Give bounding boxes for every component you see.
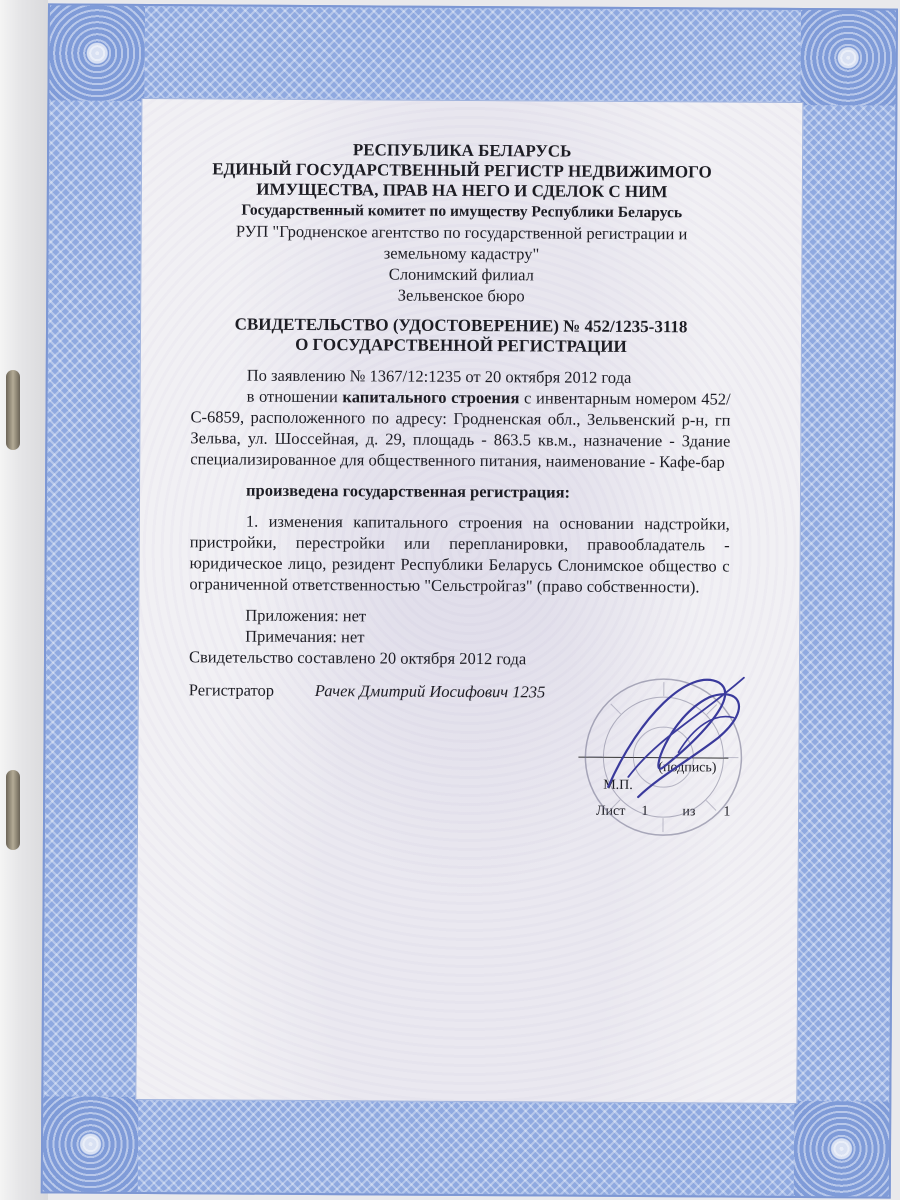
object-details: с инвентарным номером 452/С-6859, расположенного по адресу: Гродненская обл., Зельвенский р-н, гп Зельва, ул. Шоссейная, д. 29, площадь - 863.5 кв.м., назначение - Здание специализированное для общественного питания, наименование - Кафе-бар [190, 388, 731, 472]
certificate-body [135, 98, 803, 1104]
header-registry-line1: ЕДИНЫЙ ГОСУДАРСТВЕННЫЙ РЕГИСТР НЕДВИЖИМОГО [212, 159, 712, 182]
signature-caption: (подпись) [658, 760, 717, 776]
object-prefix: в отношении [246, 386, 343, 407]
header-country: РЕСПУБЛИКА БЕЛАРУСЬ [352, 140, 572, 161]
sheet-number: 1 [641, 804, 649, 820]
attachments-line: Приложения: нет [245, 605, 367, 626]
binder-ring [6, 770, 20, 850]
certificate-title: СВИДЕТЕЛЬСТВО (УДОСТОВЕРЕНИЕ) № 452/1235-3118 [234, 314, 688, 337]
registrar-name: Рачек Дмитрий Иосифович 1235 [314, 681, 546, 702]
header-bureau: Зельвенское бюро [397, 285, 525, 306]
header-registry-line2: ИМУЩЕСТВА, ПРАВ НА НЕГО И СДЕЛОК С НИМ [256, 179, 668, 202]
issued-date-line: Свидетельство составлено 20 октября 2012 года [188, 647, 527, 669]
frame-corner-ornament [794, 1101, 890, 1197]
object-description [190, 385, 731, 472]
registration-statement: произведена государственная регистрация: [245, 480, 571, 502]
notes-line: Примечания: нет [245, 626, 365, 647]
registrar-label: Регистратор [188, 680, 275, 700]
ornamental-frame [41, 3, 898, 1198]
sheet-of-label: из [682, 804, 696, 820]
application-line: По заявлению № 1367/12:1235 от 20 октября 2012 года [246, 365, 632, 387]
certificate-text [189, 139, 732, 703]
registration-item-1: 1. изменения капитального строения на основании надстройки, пристройки, перестройки или перепланировки, правообладатель - юридическое лицо, резидент Республики Беларусь Слонимское общество с ограниченной ответственностью "Сельстройгаз" (право собственности). [189, 511, 730, 597]
header-agency-line2: земельному кадастру" [383, 243, 540, 264]
seal-caption: М.П. [603, 777, 633, 793]
header-branch: Слонимский филиал [388, 264, 534, 285]
binder-ring [6, 370, 20, 450]
frame-corner-ornament [43, 1096, 139, 1192]
header-agency-line1: РУП "Гродненское агентство по государственной регистрации и [235, 221, 688, 244]
frame-corner-ornament [49, 5, 145, 101]
sheet-label: Лист [596, 803, 626, 819]
object-type: капитального строения [342, 387, 520, 408]
certificate-subtitle: О ГОСУДАРСТВЕННОЙ РЕГИСТРАЦИИ [295, 334, 627, 356]
header-committee: Государственный комитет по имуществу Республики Беларусь [241, 201, 683, 222]
sheet-total: 1 [723, 804, 731, 820]
registrar-signature [568, 657, 769, 818]
frame-corner-ornament [800, 10, 896, 106]
certificate-sheet [41, 3, 898, 1198]
